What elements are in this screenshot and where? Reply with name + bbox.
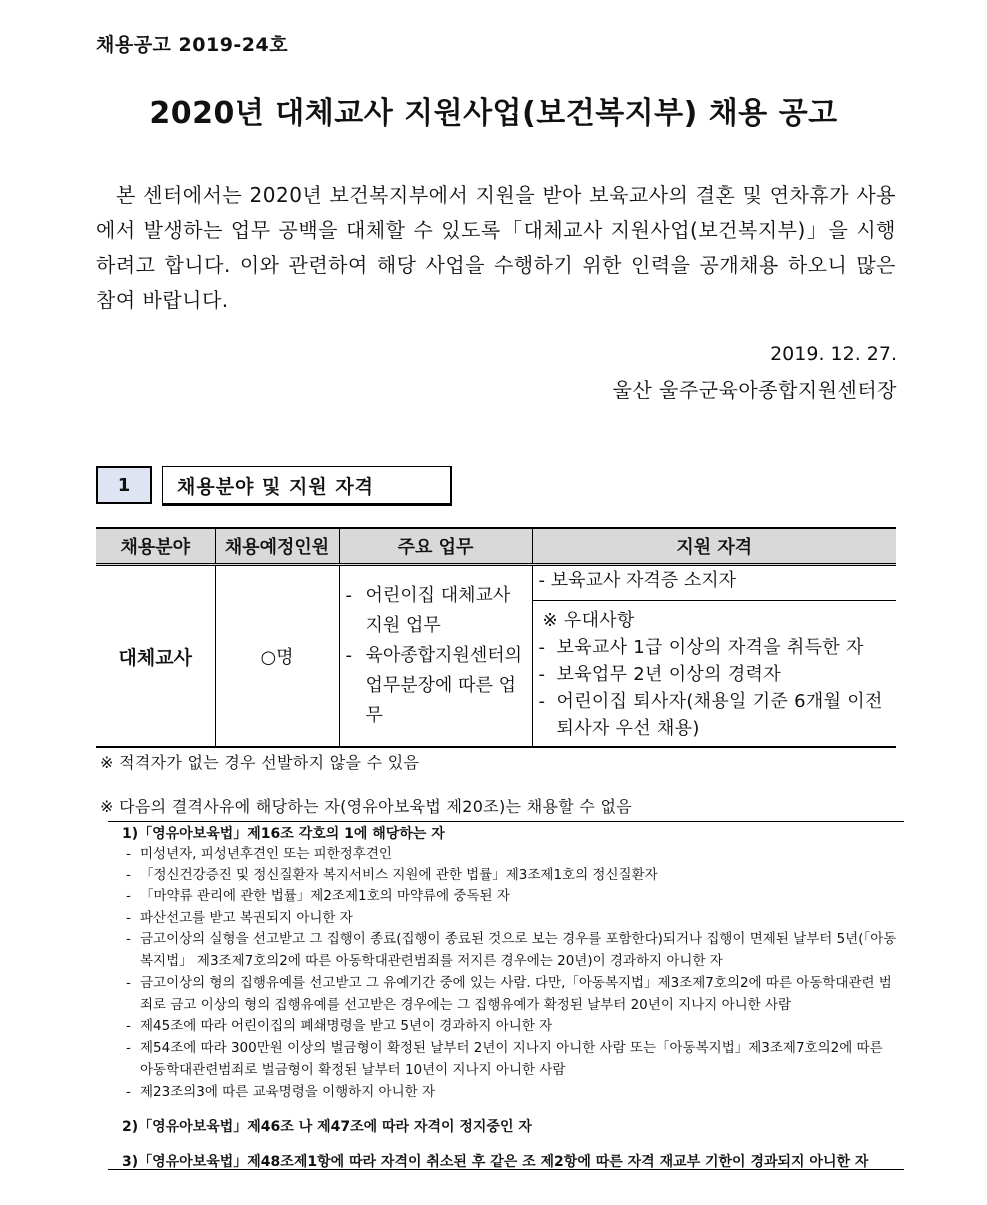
list-item: - 「마약류 관리에 관한 법률」제2조제1호의 마약류에 중독된 자 [126,888,510,904]
disqualification-heading-3: 3)「영유아보육법」제48조제1항에 따라 자격이 취소된 후 같은 조 제2항에 따른 자격 재교부 기한이 경과되지 아니한 자 [122,1154,869,1170]
note-disqualification: ※ 다음의 결격사유에 해당하는 자(영유아보육법 제20조)는 채용할 수 없음 [100,797,633,816]
issuer-name: 울산 울주군육아종합지원센터장 [612,378,897,402]
list-item: - 금고이상의 형의 집행유예를 선고받고 그 유예기간 중에 있는 사람. 다만,「아동복지법」제3조제7호의2에 따른 아동학대관련 범죄로 금고 이상의 형의 집행유예를 선고받은 경우에는 그 집행유예가 확정된 날부터 20년이 지나지 아니한 사람 [126,975,892,1013]
preference-item: - 어린이집 퇴사자(채용일 기준 6개월 이전 퇴사자 우선 채용) [538,691,883,739]
count-cell: ○명 [215,565,339,748]
field-cell: 대체교사 [96,565,215,748]
required-qualification: - 보육교사 자격증 소지자 [533,566,897,601]
list-item: - 제45조에 따라 어린이집의 폐쇄명령을 받고 5년이 경과하지 아니한 자 [126,1018,553,1034]
list-item: - 「정신건강증진 및 정신질환자 복지서비스 지원에 관한 법률」제3조제1호의 정신질환자 [126,867,658,883]
page-title: 2020년 대체교사 지원사업(보건복지부) 채용 공고 [149,96,838,131]
recruitment-table [96,527,896,748]
preferences-block [533,601,897,746]
list-item: - 제54조에 따라 300만원 이상의 벌금형이 확정된 날부터 2년이 지나지 아니한 사람 또는「아동복지법」제3조제7호의2에 따른 아동학대관련범죄로 벌금형이 확정된 날부터 10년이 지나지 아니한 사람 [126,1040,883,1078]
disqualification-heading-2: 2)「영유아보육법」제46조 나 제47조에 따라 자격이 정지중인 자 [122,1119,532,1135]
duty-item: - 어린이집 대체교사 지원 업무 [345,585,511,636]
note-no-eligible: ※ 적격자가 없는 경우 선발하지 않을 수 있음 [100,753,420,772]
list-item: - 제23조의3에 따른 교육명령을 이행하지 아니한 자 [126,1084,436,1100]
header-qualification: 지원 자격 [532,528,896,565]
preference-item: - 보육업무 2년 이상의 경력자 [538,664,781,685]
section-number: 1 [96,466,152,504]
list-item: - 금고이상의 실형을 선고받고 그 집행이 종료(집행이 종료된 것으로 보는 경우를 포함한다)되거나 집행이 면제된 날부터 5년(「아동복지법」 제3조제7호의2에 따른 아동학대관련범죄를 저지른 경우에는 20년)이 경과하지 아니한 자 [126,931,897,969]
notice-number: 채용공고 2019-24호 [96,34,289,56]
table-header-row [96,528,896,565]
qualification-cell [532,565,896,748]
table-row [96,565,896,748]
disqualification-heading-1: 1)「영유아보육법」제16조 각호의 1에 해당하는 자 [122,826,445,842]
notice-date: 2019. 12. 27. [770,343,897,365]
list-item: - 파산선고를 받고 복권되지 아니한 자 [126,910,353,926]
preference-item: - 보육교사 1급 이상의 자격을 취득한 자 [538,637,864,658]
duty-item: - 육아종합지원센터의 업무분장에 따른 업무 [345,645,522,726]
header-field: 채용분야 [96,528,215,565]
header-duties: 주요 업무 [339,528,532,565]
intro-text: 본 센터에서는 2020년 보건복지부에서 지원을 받아 보육교사의 결혼 및 연차휴가 사용에서 발생하는 업무 공백을 대체할 수 있도록「대체교사 지원사업(보건복지부)」을 시행하려고 합니다. 이와 관련하여 해당 사업을 수행하기 위한 인력을 공개채용 하오니 많은 참여 바랍니다. [96,183,896,312]
header-count: 채용예정인원 [215,528,339,565]
intro-paragraph [96,178,896,318]
preferences-title: ※ 우대사항 [542,610,635,631]
duties-cell [339,565,532,748]
section-title: 채용분야 및 지원 자격 [162,466,452,506]
list-item: - 미성년자, 피성년후견인 또는 피한정후견인 [126,846,392,862]
